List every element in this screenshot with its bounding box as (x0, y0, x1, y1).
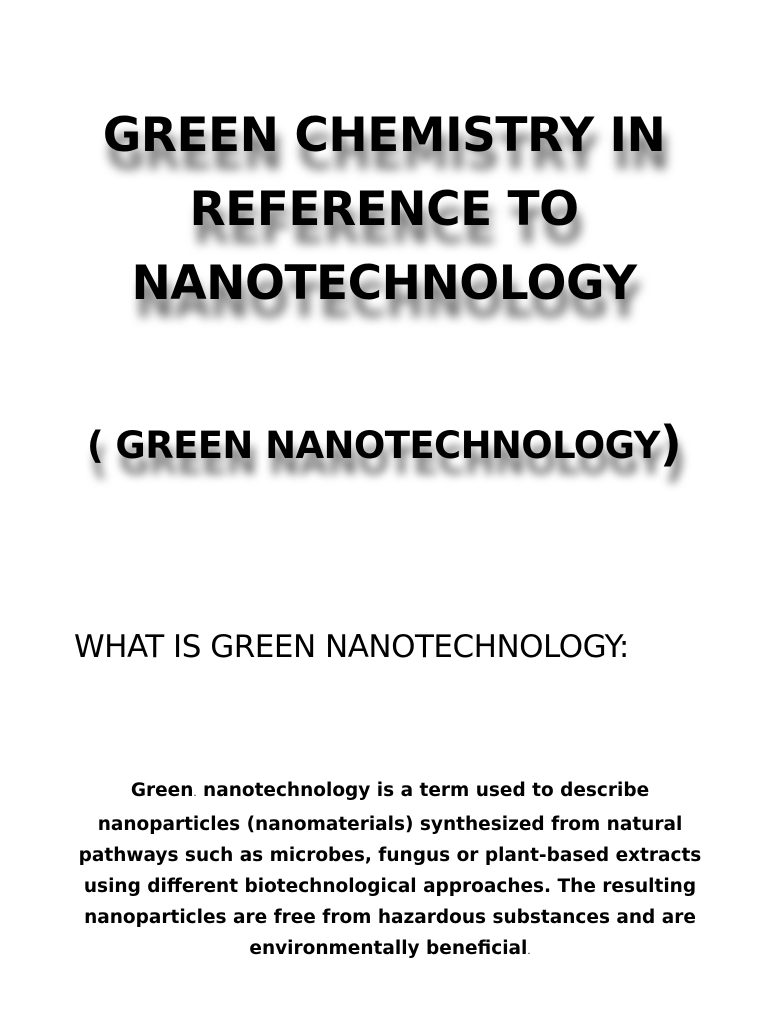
title-line-1: GREEN CHEMISTRY IN (102, 108, 666, 163)
body-line-2: nanoparticles (nanomaterials) synthesized from natural (97, 814, 683, 835)
body-line-4: using different biotechnological approaches. The resulting (83, 876, 697, 897)
body-line-1 (60, 775, 720, 809)
title-line-2: REFERENCE TO (189, 182, 579, 237)
subtitle-close-paren: ) (659, 416, 682, 472)
subtitle-open-paren: ( (86, 424, 104, 467)
body-line-1-dot: . (193, 788, 197, 799)
subtitle (0, 416, 768, 472)
body-paragraph (60, 775, 720, 967)
body-line-1-rest: nanotechnology is a term used to describe (196, 780, 650, 801)
subtitle-text: GREEN NANOTECHNOLOGY (103, 424, 660, 467)
title-line-3: NANOTECHNOLOGY (131, 256, 637, 311)
body-line-1-start: Green (130, 780, 194, 801)
body-line-5: nanoparticles are free from hazardous substances and are (84, 907, 696, 928)
body-line-6 (60, 933, 720, 967)
body-line-3: pathways such as microbes, fungus or plant-based extracts (78, 845, 702, 866)
body-line-6-dot: . (527, 946, 531, 957)
body-line-6-start: environmentally beneficial (249, 938, 528, 959)
section-heading: WHAT IS GREEN NANOTECHNOLOGY: (74, 629, 629, 665)
